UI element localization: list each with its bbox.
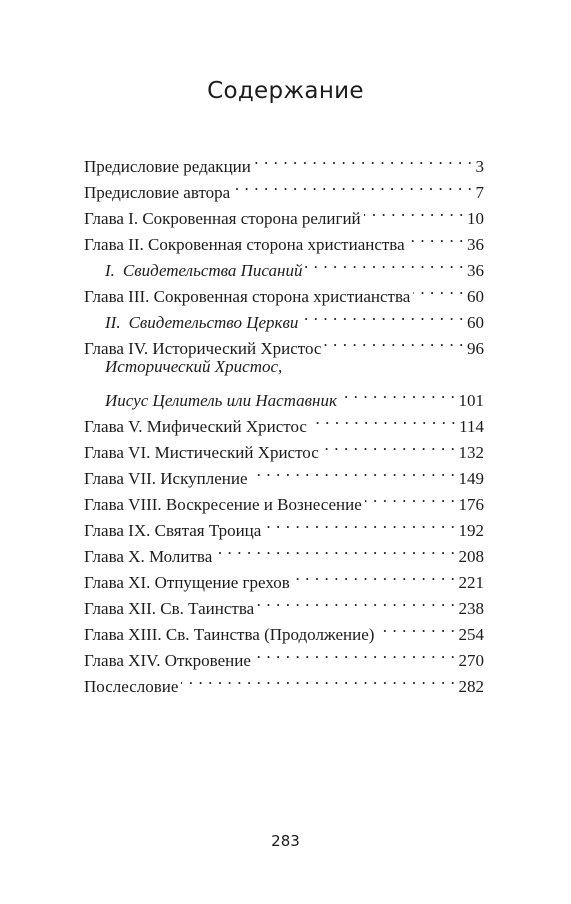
toc-entry-label: Глава XI. Отпущение грехов — [84, 573, 290, 592]
dot-leader — [408, 224, 464, 250]
toc-entry-page: 238 — [458, 599, 484, 618]
toc-entry-page: 192 — [458, 521, 484, 540]
toc-entry-page: 270 — [458, 651, 484, 670]
toc-subentry-label — [105, 310, 298, 336]
dot-leader — [365, 484, 456, 510]
toc-entry-label: Послесловие — [84, 677, 179, 696]
toc-subentry-label: Иисус Целитель или Наставник — [105, 391, 337, 410]
dot-leader — [377, 614, 455, 640]
toc-subentry — [84, 380, 484, 410]
dot-leader — [324, 328, 464, 354]
toc-subentry-text: Свидетельства Писаний — [122, 261, 303, 280]
toc-entry-page: 101 — [458, 391, 484, 410]
dot-leader — [364, 198, 464, 224]
toc-entry-page: 221 — [458, 573, 484, 592]
dot-leader — [254, 640, 456, 666]
toc-entry-page: 3 — [475, 157, 484, 176]
dot-leader — [257, 588, 455, 614]
page-number: 283 — [271, 832, 300, 850]
dot-leader — [264, 510, 455, 536]
toc-entry-label: Глава IV. Исторический Христос — [84, 339, 322, 358]
dot-leader — [310, 406, 456, 432]
dot-leader — [322, 432, 456, 458]
dot-leader — [293, 562, 456, 588]
toc-entry-label: Глава VIII. Воскресение и Вознесение — [84, 495, 362, 514]
toc-subentry-number: II. — [105, 313, 121, 332]
table-of-contents — [84, 146, 484, 696]
toc-subentry-label — [105, 258, 302, 284]
toc-entry-page: 254 — [458, 625, 484, 644]
toc-entry-label: Глава V. Мифический Христос — [84, 417, 307, 436]
toc-entry-page: 7 — [475, 183, 484, 202]
toc-subentry-text: Свидетельство Церкви — [128, 313, 299, 332]
toc-subentry-number: I. — [105, 261, 115, 280]
toc-entry-page: 96 — [467, 339, 484, 358]
dot-leader — [413, 276, 464, 302]
toc-entry-label: Глава VII. Искупление — [84, 469, 248, 488]
toc-subentry-label: Исторический Христос, — [105, 357, 283, 376]
toc-entry — [84, 146, 484, 176]
toc-entry-page: 60 — [467, 287, 484, 306]
dot-leader — [181, 666, 455, 692]
dot-leader — [233, 172, 472, 198]
toc-entry-label: Предисловие редакции — [84, 157, 251, 176]
toc-entry-label: Глава IX. Святая Троица — [84, 521, 262, 540]
toc-entry-page: 208 — [458, 547, 484, 566]
toc-entry-page: 282 — [458, 677, 484, 696]
toc-entry-label: Глава XIV. Откровение — [84, 651, 251, 670]
toc-entry-label: Глава X. Молитва — [84, 547, 213, 566]
dot-leader — [305, 250, 464, 276]
toc-entry-label: Предисловие автора — [84, 183, 231, 202]
dot-leader — [215, 536, 455, 562]
toc-entry-page: 10 — [467, 209, 484, 228]
toc-entry-page: 176 — [458, 495, 484, 514]
dot-leader — [250, 458, 455, 484]
toc-entry-page: 36 — [467, 235, 484, 254]
toc-entry-label: Глава III. Сокровенная сторона христианства — [84, 287, 411, 306]
toc-entry-page: 36 — [467, 261, 484, 280]
toc-entry-page: 114 — [459, 417, 484, 436]
dot-leader — [254, 146, 473, 172]
toc-entry-label: Глава I. Сокровенная сторона религий — [84, 209, 361, 228]
toc-entry-page: 132 — [458, 443, 484, 462]
toc-entry-page: 149 — [458, 469, 484, 488]
toc-entry-label: Глава XIII. Св. Таинства (Продолжение) — [84, 625, 375, 644]
dot-leader — [301, 302, 464, 328]
toc-entry-label: Глава VI. Мистический Христос — [84, 443, 319, 462]
page-title: Содержание — [207, 78, 364, 104]
toc-entry-label: Глава II. Сокровенная сторона христианства — [84, 235, 405, 254]
toc-entry-label: Глава XII. Св. Таинства — [84, 599, 255, 618]
toc-entry-page: 60 — [467, 313, 484, 332]
dot-leader — [340, 380, 456, 406]
